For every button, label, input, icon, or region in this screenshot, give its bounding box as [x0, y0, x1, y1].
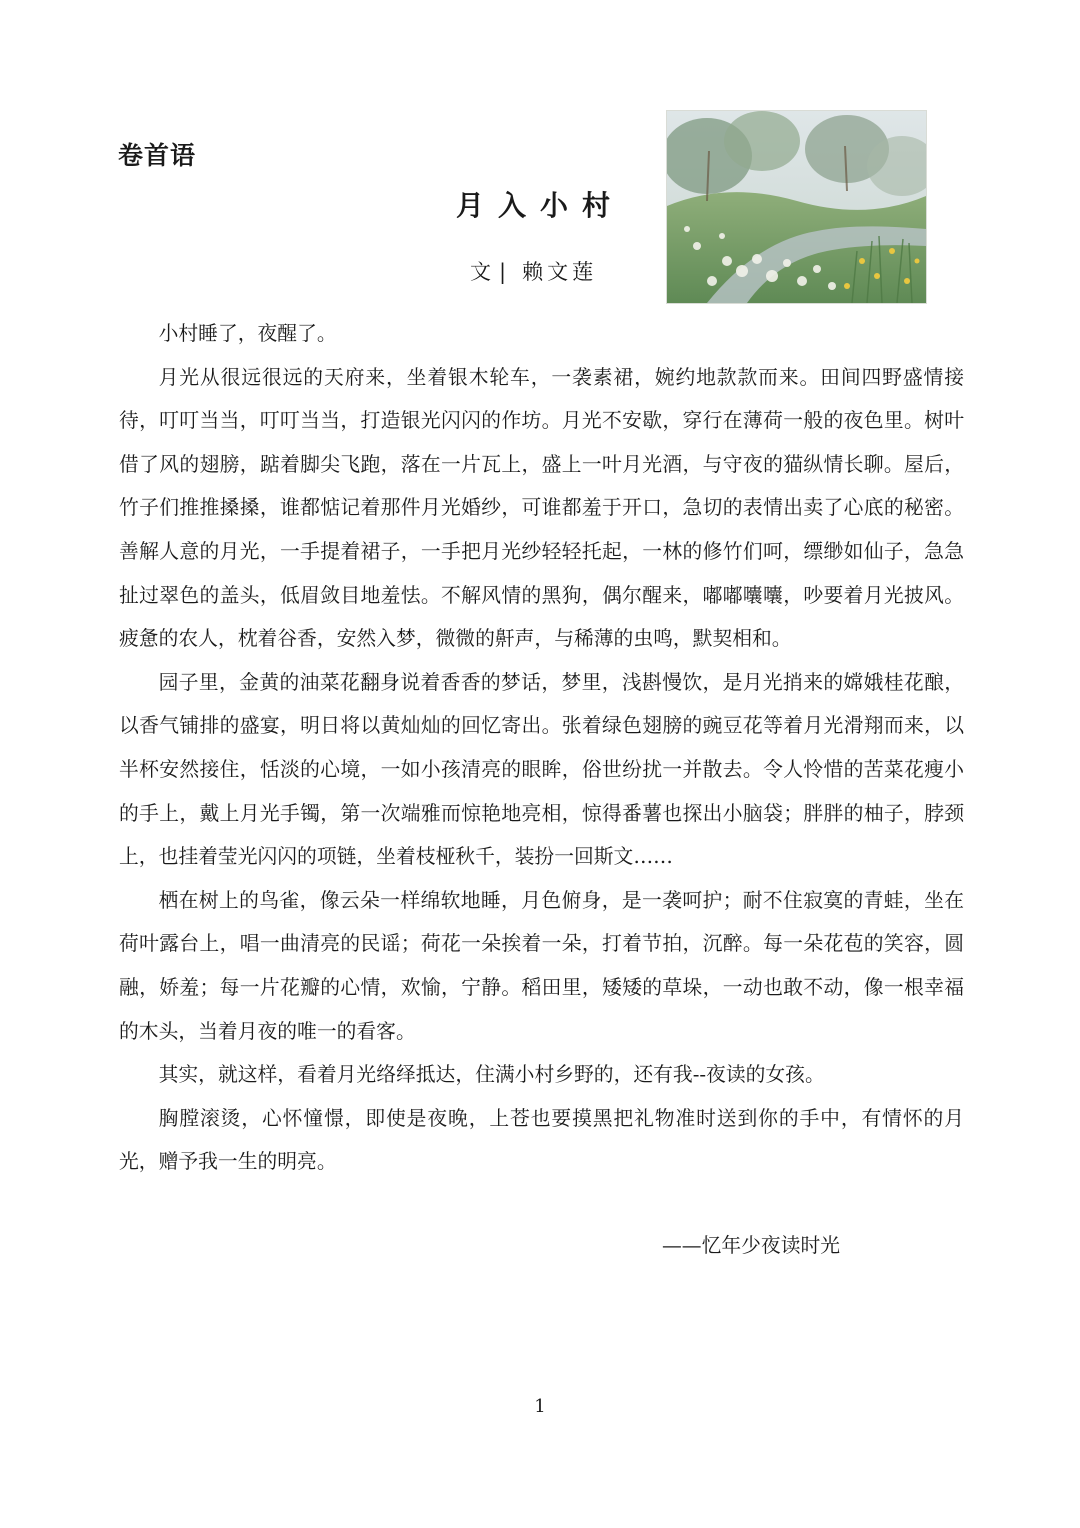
author-name: 赖文莲: [522, 260, 598, 284]
paragraph: 其实，就这样，看着月光络绎抵达，住满小村乡野的，还有我--夜读的女孩。: [158, 1063, 825, 1087]
section-label: 卷首语: [118, 141, 197, 170]
byline-separator: |: [499, 260, 509, 284]
paragraph: 园子里，金黄的油菜花翻身说着香香的梦话，梦里，浅斟慢饮，是月光捎来的嫦娥桂花酿，以香气铺排的盛宴，明日将以黄灿灿的回忆寄出。张着绿色翅膀的豌豆花等着月光滑翔而来，以半杯安然接住，恬淡的心境，一如小孩清亮的眼眸，俗世纷扰一并散去。令人怜惜的苦菜花瘦小的手上，戴上月光手镯，第一次端雅而惊艳地亮相，惊得番薯也探出小脑袋；胖胖的柚子，脖颈上，也挂着莹光闪闪的项链，坐着枝桠秋千，装扮一回斯文……: [119, 670, 964, 869]
signature-line: ——忆年少夜读时光: [662, 1234, 841, 1257]
article-title: 月入小村: [455, 189, 624, 222]
paragraph: 胸膛滚烫，心怀憧憬，即使是夜晚，上苍也要摸黑把礼物准时送到你的手中，有情怀的月光，赠予我一生的明亮。: [119, 1106, 964, 1174]
article-body: [119, 312, 964, 1184]
paragraph: 月光从很远很远的天府来，坐着银木轮车，一袭素裙，婉约地款款而来。田间四野盛情接待，叮叮当当，叮叮当当，打造银光闪闪的作坊。月光不安歇，穿行在薄荷一般的夜色里。树叶借了风的翅膀，踮着脚尖飞跑，落在一片瓦上，盛上一叶月光酒，与守夜的猫纵情长聊。屋后，竹子们推推搡搡，谁都惦记着那件月光婚纱，可谁都羞于开口，急切的表情出卖了心底的秘密。善解人意的月光，一手提着裙子，一手把月光纱轻轻托起，一林的修竹们呵，缥缈如仙子，急急扯过翠色的盖头，低眉敛目地羞怯。不解风情的黑狗，偶尔醒来，嘟嘟囔囔，吵要着月光披风。疲惫的农人，枕着谷香，安然入梦，微微的鼾声，与稀薄的虫鸣，默契相和。: [119, 365, 964, 651]
paragraph: 小村睡了，夜醒了。: [158, 322, 337, 345]
watercolor-meadow-illustration: [666, 110, 927, 304]
page-number: 1: [534, 1396, 546, 1417]
paragraph: 栖在树上的鸟雀，像云朵一样绵软地睡，月色俯身，是一袭呵护；耐不住寂寞的青蛙，坐在荷叶露台上，唱一曲清亮的民谣；荷花一朵挨着一朵，打着节拍，沉醉。每一朵花苞的笑容，圆融，娇羞；每一片花瓣的心情，欢愉，宁静。稻田里，矮矮的草垛，一动也敢不动，像一根幸福的木头，当着月夜的唯一的看客。: [119, 888, 964, 1043]
byline: [470, 256, 597, 286]
byline-prefix: 文: [470, 260, 493, 284]
